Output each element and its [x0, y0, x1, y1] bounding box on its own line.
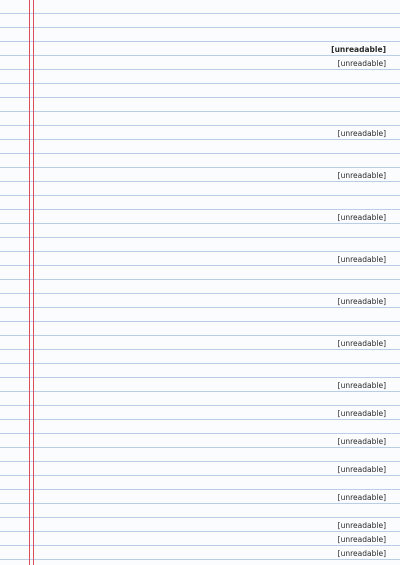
chapter-heading: [unreadable]	[331, 45, 386, 54]
paragraph-5: [unreadable]	[337, 339, 386, 348]
paragraph-4: [unreadable]	[337, 255, 386, 264]
dialogue-line-5: [unreadable]	[337, 549, 386, 558]
margin-line-left	[29, 0, 30, 565]
dialogue-line-1: [unreadable]	[337, 171, 386, 180]
paragraph-3: [unreadable]	[337, 213, 386, 222]
margin-line-right	[33, 0, 34, 565]
paragraph-9: [unreadable]	[337, 521, 386, 530]
story-text	[40, 0, 386, 565]
paragraph-2: [unreadable]	[337, 129, 386, 138]
dialogue-line-2: [unreadable]	[337, 297, 386, 306]
paragraph-7: [unreadable]	[337, 465, 386, 474]
paragraph-10: [unreadable]	[337, 535, 386, 544]
paragraph-1: [unreadable]	[337, 59, 386, 68]
paragraph-6: [unreadable]	[337, 409, 386, 418]
dialogue-line-3: [unreadable]	[337, 381, 386, 390]
paragraph-8: [unreadable]	[337, 493, 386, 502]
dialogue-line-4: [unreadable]	[337, 437, 386, 446]
